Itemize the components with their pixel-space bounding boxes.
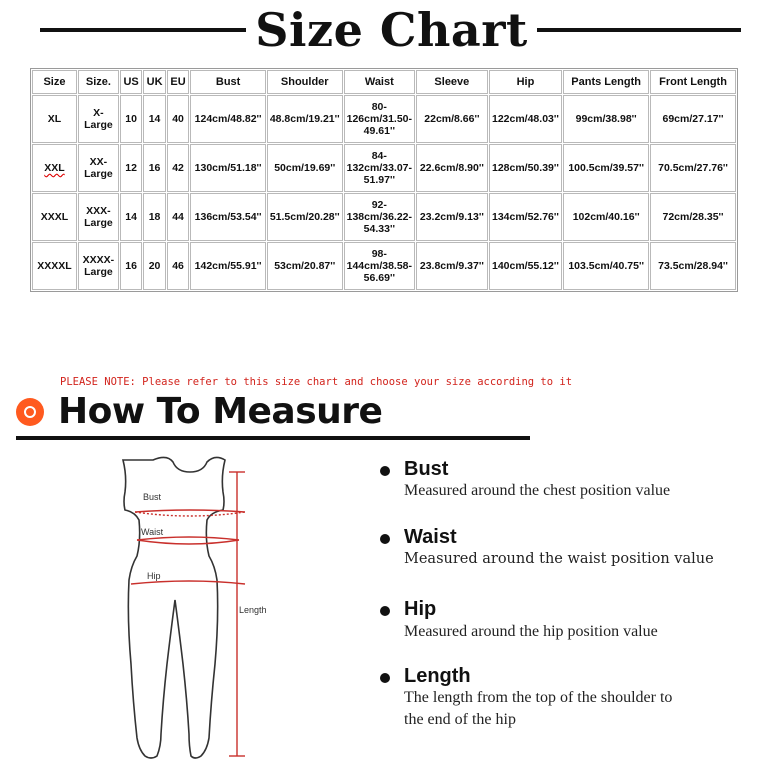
table-cell: 50cm/19.69'' [267, 144, 343, 192]
measure-item-desc: the end of the hip [404, 711, 516, 728]
table-cell: 18 [143, 193, 165, 241]
table-cell: XXXX- Large [78, 242, 119, 290]
measure-item-title: Waist [404, 526, 457, 548]
table-cell: 124cm/48.82'' [190, 95, 266, 143]
column-header: US [120, 70, 142, 94]
page-title: Size Chart [255, 3, 528, 57]
how-to-measure-title: How To Measure [58, 391, 383, 432]
figure-label-bust: Bust [143, 492, 162, 502]
table-cell: 70.5cm/27.76'' [650, 144, 736, 192]
figure-label-length: Length [239, 605, 267, 615]
column-header: UK [143, 70, 165, 94]
table-cell: XXXXL [32, 242, 77, 290]
how-to-measure-rule [16, 436, 530, 440]
table-cell: 10 [120, 95, 142, 143]
column-header: Bust [190, 70, 266, 94]
black-dot-icon [380, 466, 390, 476]
column-header: Hip [489, 70, 563, 94]
table-cell: 40 [167, 95, 189, 143]
table-cell: 72cm/28.35'' [650, 193, 736, 241]
measure-item-desc: Measured around the chest position value [404, 482, 671, 499]
measure-item-waist [380, 526, 750, 586]
orange-ring-icon [16, 398, 44, 426]
table-row [32, 144, 736, 192]
waist-measure-line [137, 537, 239, 540]
table-cell: 128cm/50.39'' [489, 144, 563, 192]
table-cell: 136cm/53.54'' [190, 193, 266, 241]
column-header: Shoulder [267, 70, 343, 94]
table-cell: 140cm/55.12'' [489, 242, 563, 290]
table-row [32, 95, 736, 143]
size-table [30, 68, 738, 292]
table-cell: 16 [120, 242, 142, 290]
figure-label-waist: Waist [141, 527, 164, 537]
table-cell: 122cm/48.03'' [489, 95, 563, 143]
hip-measure-line [131, 581, 245, 584]
table-cell: 12 [120, 144, 142, 192]
measure-item-desc: Measured around the hip position value [404, 623, 658, 640]
column-header: Size. [78, 70, 119, 94]
table-cell: 44 [167, 193, 189, 241]
table-cell: 14 [143, 95, 165, 143]
table-cell: 23.8cm/9.37'' [416, 242, 488, 290]
table-header-row [32, 70, 736, 94]
table-cell: 80- 126cm/31.50- 49.61'' [344, 95, 416, 143]
table-cell: 46 [167, 242, 189, 290]
column-header: Size [32, 70, 77, 94]
table-cell: 22cm/8.66'' [416, 95, 488, 143]
table-cell: 69cm/27.17'' [650, 95, 736, 143]
measure-item-hip [380, 598, 750, 658]
column-header: Sleeve [416, 70, 488, 94]
measure-item-desc: Measured around the waist position value [404, 551, 714, 567]
table-row [32, 242, 736, 290]
table-cell: 73.5cm/28.94'' [650, 242, 736, 290]
measure-item-bust [380, 458, 750, 518]
table-cell: 42 [167, 144, 189, 192]
table-cell: 53cm/20.87'' [267, 242, 343, 290]
jumpsuit-figure [95, 450, 285, 768]
black-dot-icon [380, 673, 390, 683]
figure-label-hip: Hip [147, 571, 161, 581]
size-chart-header [0, 0, 768, 60]
table-cell: 14 [120, 193, 142, 241]
table-cell: X- Large [78, 95, 119, 143]
table-cell: 99cm/38.98'' [563, 95, 649, 143]
table-cell: 142cm/55.91'' [190, 242, 266, 290]
table-cell: 48.8cm/19.21'' [267, 95, 343, 143]
table-cell: 22.6cm/8.90'' [416, 144, 488, 192]
table-cell: 92- 138cm/36.22- 54.33'' [344, 193, 416, 241]
table-cell: XXX- Large [78, 193, 119, 241]
measure-item-title: Bust [404, 458, 449, 480]
table-cell: 134cm/52.76'' [489, 193, 563, 241]
table-cell: 98- 144cm/38.58- 56.69'' [344, 242, 416, 290]
column-header: Pants Length [563, 70, 649, 94]
table-cell: 84- 132cm/33.07- 51.97'' [344, 144, 416, 192]
black-dot-icon [380, 606, 390, 616]
table-cell: 16 [143, 144, 165, 192]
title-rule-left [40, 28, 246, 32]
please-note: PLEASE NOTE: Please refer to this size chart and choose your size according to it [60, 376, 573, 388]
table-cell: 20 [143, 242, 165, 290]
column-header: Front Length [650, 70, 736, 94]
column-header: Waist [344, 70, 416, 94]
table-cell: 23.2cm/9.13'' [416, 193, 488, 241]
measure-item-desc: The length from the top of the shoulder to [404, 689, 673, 706]
table-row [32, 193, 736, 241]
table-cell: XXXL [32, 193, 77, 241]
table-cell: XXL [32, 144, 77, 192]
measure-item-title: Length [404, 665, 471, 687]
table-cell: 51.5cm/20.28'' [267, 193, 343, 241]
bust-measure-line [135, 510, 245, 512]
table-cell: XX- Large [78, 144, 119, 192]
table-cell: 100.5cm/39.57'' [563, 144, 649, 192]
table-cell: 103.5cm/40.75'' [563, 242, 649, 290]
column-header: EU [167, 70, 189, 94]
table-cell: 102cm/40.16'' [563, 193, 649, 241]
black-dot-icon [380, 534, 390, 544]
table-cell: 130cm/51.18'' [190, 144, 266, 192]
table-cell: XL [32, 95, 77, 143]
measure-item-title: Hip [404, 598, 437, 620]
title-rule-right [537, 28, 741, 32]
measure-item-length [380, 665, 750, 755]
